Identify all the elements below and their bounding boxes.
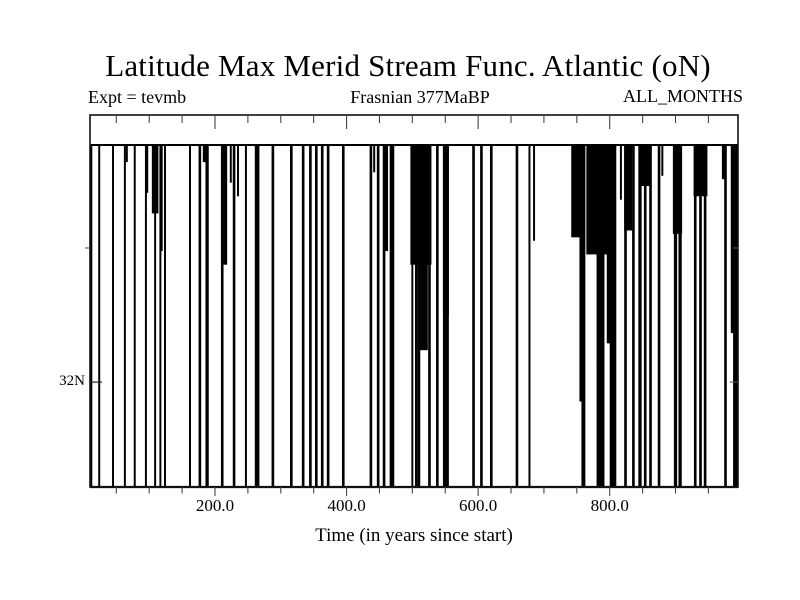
y-axis-tick-label: 32N xyxy=(59,373,85,389)
data-spike xyxy=(161,145,163,251)
data-spike xyxy=(327,145,330,487)
data-spike xyxy=(528,145,530,487)
data-spike xyxy=(205,145,208,487)
data-spike xyxy=(315,145,318,487)
data-spike xyxy=(152,145,159,213)
data-spike xyxy=(189,145,191,487)
data-spike xyxy=(384,145,388,251)
data-spike xyxy=(309,145,312,487)
data-spike xyxy=(124,145,126,487)
data-spike xyxy=(321,145,324,487)
data-spike xyxy=(255,145,260,487)
data-spike xyxy=(199,145,202,487)
data-spike xyxy=(694,145,708,196)
data-spike xyxy=(649,145,652,487)
data-spike xyxy=(620,145,622,200)
data-spike xyxy=(237,145,239,196)
x-tick-label: 400.0 xyxy=(327,496,366,515)
period-label: Frasnian 377MaBP xyxy=(350,87,490,107)
x-tick-label: 800.0 xyxy=(590,496,629,515)
data-spike xyxy=(145,145,147,487)
data-spike xyxy=(597,145,603,364)
data-spike xyxy=(370,145,373,487)
data-spike xyxy=(639,145,651,186)
data-spike xyxy=(112,145,114,487)
data-spike xyxy=(607,145,613,343)
x-axis-title: Time (in years since start) xyxy=(315,525,513,546)
data-spike xyxy=(722,145,725,179)
data-spike xyxy=(390,145,395,487)
data-spike xyxy=(632,145,635,487)
x-tick-label: 200.0 xyxy=(195,496,235,515)
experiment-label: Expt = tevmb xyxy=(88,87,187,107)
data-spike xyxy=(624,145,632,231)
data-spike xyxy=(146,145,148,193)
data-spike xyxy=(203,145,208,162)
data-spike xyxy=(472,145,475,487)
chart-title: Latitude Max Merid Stream Func. Atlantic (oN) xyxy=(105,48,711,83)
data-spike xyxy=(661,145,663,176)
data-spike xyxy=(221,145,227,265)
data-spike xyxy=(134,145,136,487)
data-spike xyxy=(164,145,166,487)
data-spike xyxy=(126,145,128,162)
data-spike xyxy=(377,145,380,487)
data-spike xyxy=(673,145,682,234)
data-spike xyxy=(731,145,736,333)
data-spike xyxy=(230,145,232,183)
data-spike xyxy=(443,145,449,316)
data-spike xyxy=(245,145,247,487)
data-spike xyxy=(658,145,661,487)
data-spike xyxy=(638,145,641,487)
data-spike xyxy=(233,145,236,487)
data-spike xyxy=(98,145,100,487)
data-spike xyxy=(342,145,345,487)
data-spike xyxy=(516,145,519,487)
data-spike xyxy=(272,145,275,487)
data-spike xyxy=(302,145,305,487)
data-spike xyxy=(490,145,493,487)
data-spike xyxy=(418,145,428,350)
data-spike xyxy=(373,145,375,172)
data-spike xyxy=(724,145,727,487)
data-spike xyxy=(480,145,483,487)
data-spike xyxy=(579,145,583,402)
data-spike xyxy=(533,145,535,241)
data-spike xyxy=(644,145,647,487)
data-spike xyxy=(290,145,293,487)
data-spike xyxy=(436,145,439,487)
x-tick-label: 600.0 xyxy=(459,496,498,515)
months-label: ALL_MONTHS xyxy=(623,86,743,106)
